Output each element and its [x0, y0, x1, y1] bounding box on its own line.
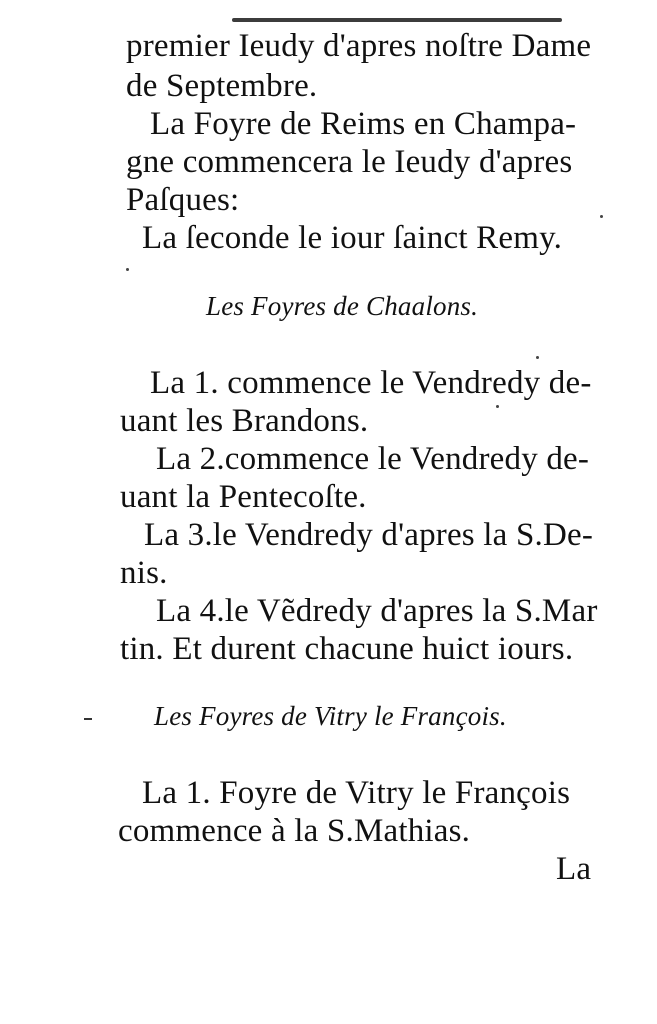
ink-speck [600, 215, 603, 218]
text-line-1: premier Ieudy d'apres noſtre Dame [126, 28, 592, 64]
ink-speck [126, 268, 129, 271]
text-line-18: commence à la S.Mathias. [118, 813, 471, 849]
text-line-17: La 1. Foyre de Vitry le François [142, 775, 571, 811]
text-line-15: tin. Et durent chacune huict iours. [120, 631, 574, 667]
top-border-rule [232, 18, 562, 22]
ink-speck [536, 356, 539, 359]
text-line-4: gne commencera le Ieudy d'apres [126, 144, 573, 180]
text-line-6: La ſeconde le iour ſainct Remy. [142, 220, 563, 256]
ink-speck [496, 405, 499, 408]
text-line-14: La 4.le Vẽdredy d'apres la S.Mar [156, 593, 598, 629]
text-line-3: La Foyre de Reims en Champa- [150, 106, 577, 142]
margin-mark [84, 718, 92, 720]
text-line-5: Paſques: [126, 182, 240, 218]
text-line-10: La 2.commence le Vendredy de- [156, 441, 590, 477]
section-heading-vitry: Les Foyres de Vitry le François. [154, 701, 507, 731]
text-line-2: de Septembre. [126, 68, 318, 104]
text-line-11: uant la Pentecoſte. [120, 479, 367, 515]
text-line-13: nis. [120, 555, 168, 591]
section-heading-chaalons: Les Foyres de Chaalons. [206, 291, 479, 321]
text-line-8: La 1. commence le Vendredy de- [150, 365, 592, 401]
text-line-12: La 3.le Vendredy d'apres la S.De- [144, 517, 594, 553]
text-line-9: uant les Brandons. [120, 403, 369, 439]
catchword: La [556, 851, 592, 887]
